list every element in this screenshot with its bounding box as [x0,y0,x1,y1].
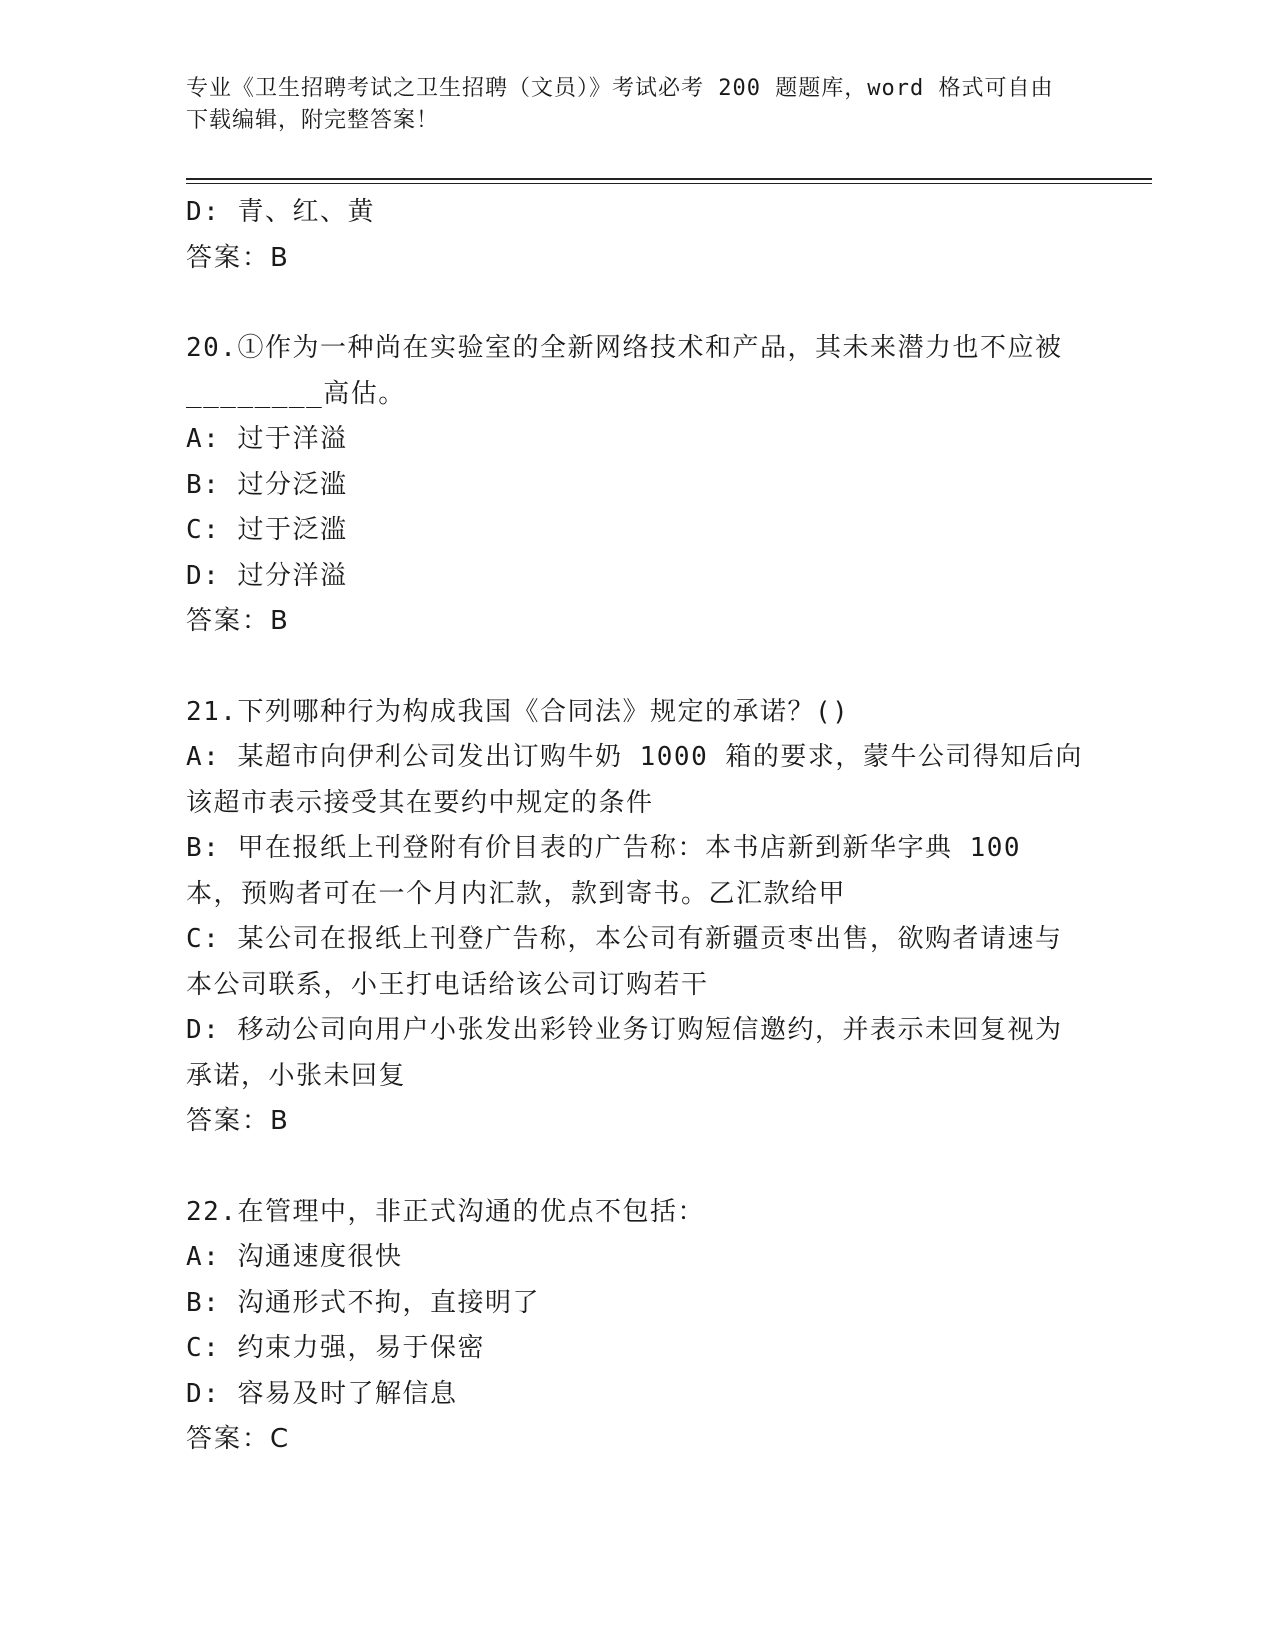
question-21 [186,690,1086,1145]
option-c: C: 过于泛滥 [186,515,348,545]
answer: 答案：B [186,242,290,273]
option-c: C: 约束力强，易于保密 [186,1333,485,1363]
option-b: B: 沟通形式不拘，直接明了 [186,1287,540,1318]
option-b: B: 甲在报纸上刊登附有价目表的广告称：本书店新到新华字典 100 本，预购者可在一个月内汇款，款到寄书。乙汇款给甲 [186,833,1039,909]
option-d: D: 青、红、黄 [186,197,375,227]
spacer [186,281,1086,326]
option-d: D: 移动公司向用户小张发出彩铃业务订购短信邀约，并表示未回复视为承诺，小张未回复 [186,1015,1063,1091]
header-divider-thin [186,183,1152,184]
question-22 [186,1190,1086,1463]
option-b: B: 过分泛滥 [186,469,348,500]
answer: 答案：B [186,1106,290,1136]
question-stem: 20.①作为一种尚在实验室的全新网络技术和产品，其未来潜力也不应被________高估。 [186,333,1063,409]
option-d: D: 过分洋溢 [186,560,348,591]
question-stem: 21.下列哪种行为构成我国《合同法》规定的承诺？() [186,696,850,727]
answer: 答案：B [186,606,290,636]
spacer [186,645,1086,690]
question-stem: 22.在管理中，非正式沟通的优点不包括： [186,1196,705,1227]
question-20 [186,326,1086,645]
answer: 答案：C [186,1424,291,1454]
document-header: 专业《卫生招聘考试之卫生招聘（文员）》考试必考 200 题题库，word 格式可自由下载编辑，附完整答案！ [186,76,1054,133]
option-d: D: 容易及时了解信息 [186,1378,458,1409]
previous-question-tail [186,190,1086,281]
option-a: A: 某超市向伊利公司发出订购牛奶 1000 箱的要求，蒙牛公司得知后向该超市表示接受其在要约中规定的条件 [186,742,1083,818]
spacer [186,1145,1086,1190]
option-c: C: 某公司在报纸上刊登广告称，本公司有新疆贡枣出售，欲购者请速与本公司联系，小王打电话给该公司订购若干 [186,924,1063,1000]
question-content [186,190,1086,1463]
option-a: A: 沟通速度很快 [186,1242,403,1272]
header-divider [186,178,1152,180]
option-a: A: 过于洋溢 [186,424,348,454]
